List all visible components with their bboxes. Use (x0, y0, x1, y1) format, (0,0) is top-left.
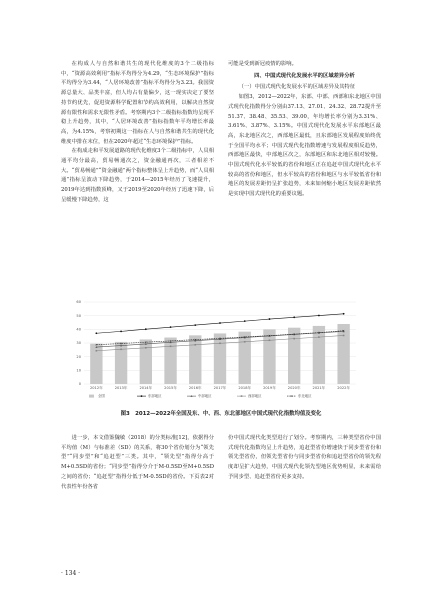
x-tick-label: 2022年 (337, 386, 351, 390)
bar (263, 329, 275, 384)
bar (288, 328, 300, 384)
x-tick-label: 2021年 (312, 386, 326, 390)
paragraph: 可能是受到新冠疫情的影响。 (228, 61, 297, 67)
y-tick-label: 60 (76, 300, 81, 305)
x-tick-label: 2016年 (188, 386, 202, 390)
bar (313, 326, 325, 384)
x-tick-label: 2020年 (287, 386, 301, 390)
y-tick-label: 50 (76, 313, 81, 318)
series-point (343, 335, 345, 337)
figure-3-chart (66, 296, 362, 404)
series-point (318, 336, 320, 338)
section-heading: 四、中国式现代化发展水平的区域差异分析 (254, 72, 355, 79)
series-point (95, 332, 97, 334)
series-point (269, 339, 271, 341)
bar (239, 332, 251, 384)
series-point (145, 347, 147, 349)
x-tick-label: 2019年 (263, 386, 276, 390)
paragraph: 进一步，本文借鉴魏敏（2018）的分类标准[12]，依据得分平均值（M）与标准差（SD）的关系，将30个省份划分为“领先型”“同步型”和“追赶型”三类。其中，“领先型”指得分高于M+0.5SD的省份；“同步型”指得分介于M-0.5SD至M+0.5SD之间的省份；“追赶型”指得分低于M-0.5SD的省份。下页表2对代表性年份各省 (61, 435, 214, 490)
paragraph: 在构成走和平发展道路的现代化维度3个二级指标中，人员相通平均分最高，贸易畅通次之，资金融通再次，三者相差不大。“贸易畅通”“资金融通”两个指标整体呈上升趋势，而“人员相通”指标呈波动下降趋势，于2014—2015年经历了飞速提升，2019年达到指数顶峰，又于2019至2020年经历了迅速下降，后呈缓慢下降趋势，这 (61, 148, 214, 203)
legend-label: 东部地区 (148, 394, 162, 398)
right-column-bottom (228, 434, 381, 483)
left-column-top (61, 60, 214, 206)
x-tick-label: 2018年 (238, 386, 252, 390)
series-point (293, 316, 295, 318)
right-column-top (228, 60, 381, 200)
x-tick-label: 2012年 (89, 386, 103, 390)
x-tick-label: 2013年 (114, 386, 128, 390)
x-tick-label: 2014年 (139, 386, 153, 390)
bar (140, 339, 152, 384)
y-tick-label: 30 (76, 341, 81, 346)
subsection-heading: （一）中国式现代化发展水平的区域差异及其特征 (238, 84, 356, 91)
bar (214, 333, 226, 384)
series-point (194, 324, 196, 326)
legend-label: 全国 (98, 394, 105, 398)
y-tick-label: 20 (76, 354, 81, 359)
figure-caption: 图3 2012—2022年全国及东、中、西、东北部地区中国式现代化指数均值及变化 (120, 411, 322, 417)
legend-label: 西部地区 (248, 394, 262, 398)
series-point (120, 330, 122, 332)
legend-swatch (89, 395, 94, 398)
series-point (145, 328, 147, 330)
series-point (241, 395, 243, 397)
bar (337, 324, 349, 384)
series-point (318, 315, 320, 317)
bar (164, 338, 176, 384)
series-point (96, 350, 98, 352)
series-point (343, 313, 345, 315)
chart-svg (66, 296, 362, 404)
series-point (219, 322, 221, 324)
series-point (269, 318, 271, 320)
series-point (244, 320, 246, 322)
x-tick-label: 2015年 (164, 386, 177, 390)
left-column-bottom (61, 434, 214, 492)
y-tick-label: 40 (76, 327, 81, 332)
series-point (244, 341, 246, 343)
paragraph: 如图3，2012—2022年，东部、中部、西部和东北地区中国式现代化指数得分分别由37.13、27.01、24.32、28.72提升至51.37、38.48、35.53、39.00，年均增长率分别为3.31%、3.61%、3.87%、3.15%。中国式现代化发展水平东部地区最高，东北地区次之，西部地区最低，且东部地区发展程度始终优于全国平均水平；中国式现代化指数增速与发展程度相反趋势，西部地区最快，中部地区次之，东部地区和东北地区相对较慢。中国式现代化水平较低的省份和地区正在追赶中国式现代化水平较高的省份和地区，但水平较高的省份和地区与水平较低省份和地区的发展差距仍呈扩张趋势，未来如何缩小地区发展差距依然是实现中国式现代化的重要议题。 (228, 94, 381, 198)
y-tick-label: 0 (78, 382, 81, 387)
page-number: · 134 · (61, 570, 81, 577)
series-point (170, 345, 172, 347)
series-point (293, 338, 295, 340)
y-tick-label: 10 (76, 368, 81, 373)
bar (115, 342, 127, 384)
bar (90, 344, 102, 384)
bar (189, 335, 201, 384)
paragraph: 在构成人与自然和谐共生的现代化维度的3个二级指标中，“资源高效利用”指标平均得分为4.29，“生态环境保护”指标平均得分为3.44，“人居环境改善”指标平均得分为3.23。我国资源总量大、品类丰富，但人均占有量偏少，这一现实决定了要坚持节约优先，促进资源科学配置和节约高效利用，以解决自然资源有限性和需求无限性矛盾。考察期内3个二级指标指数均呈现平稳上升趋势，其中，“人居环境改善”指标指数年平均增长率最高，为4.15%，考察初期这一指标在人与自然和谐共生的现代化维度中排在末位，但在2020年超过“生态环境保护”指标。 (61, 61, 214, 145)
paragraph: 份中国式现代化类型进行了划分。考察期内，三种类型省份中国式现代化指数均呈上升趋势，追赶型省份增速快于同步型省份和领先型省份，但领先型省份与同步型省份和追赶型省份的领先程度却呈扩大趋势，中国式现代化领先型地区优势明显，未来需给予同步型、追赶型省份更多支持。 (228, 435, 381, 480)
series-point (194, 344, 196, 346)
legend-label: 中部地区 (198, 394, 212, 398)
series-point (120, 348, 122, 350)
legend-label: 东北地区 (298, 394, 312, 398)
series-point (219, 342, 221, 344)
x-tick-label: 2017年 (213, 386, 227, 390)
series-point (170, 326, 172, 328)
series-point (141, 395, 143, 397)
